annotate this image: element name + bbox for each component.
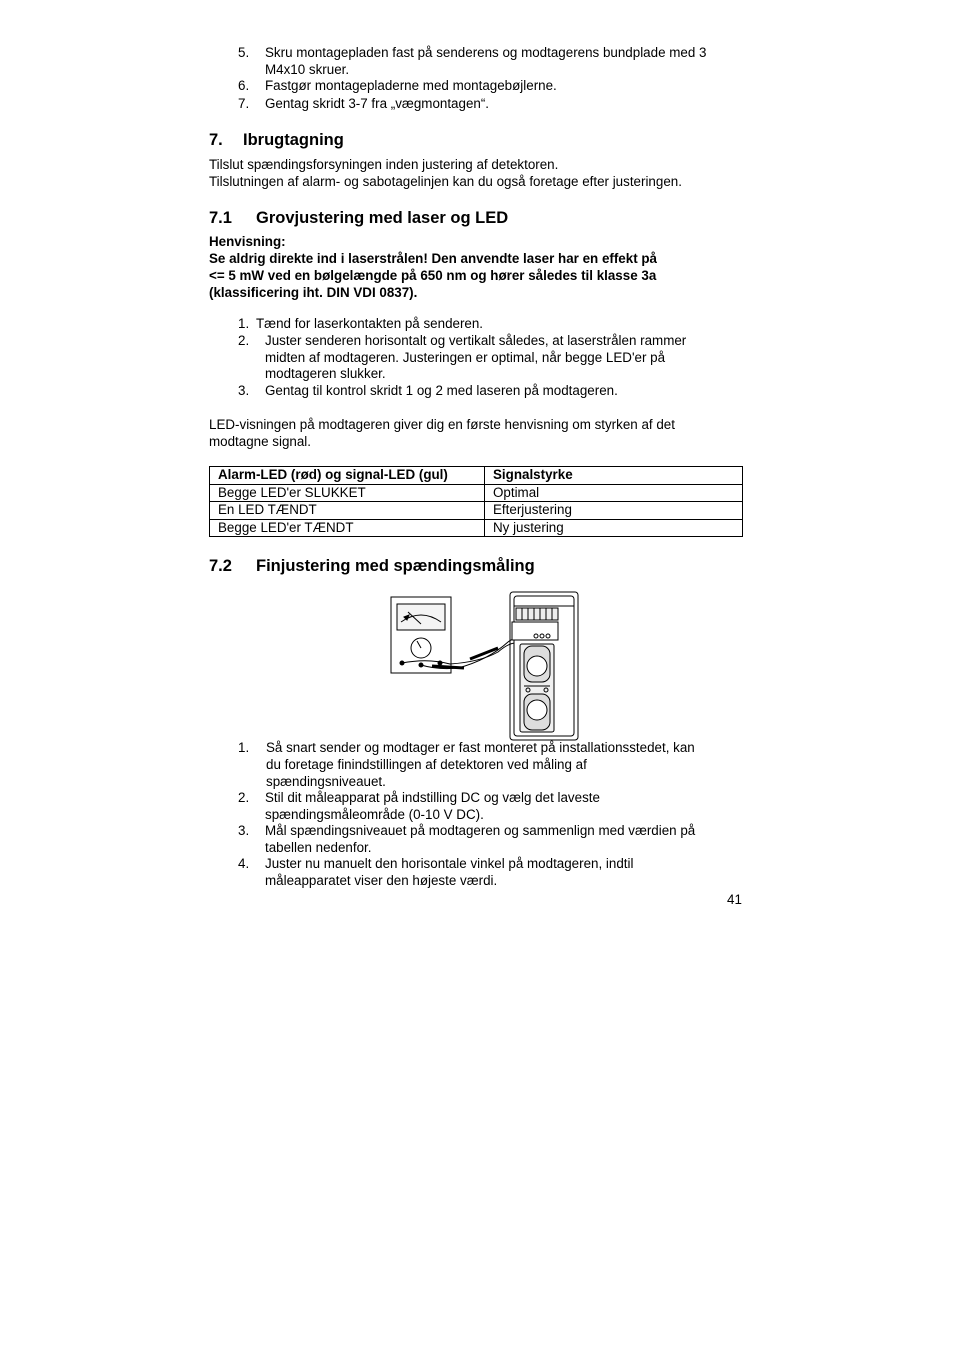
list-number: 2. [238, 333, 250, 348]
paragraph-line: Tilslut spændingsforsyningen inden justering af detektoren. [209, 157, 559, 172]
table-header: Alarm-LED (rød) og signal-LED (gul) [210, 467, 485, 485]
list-number: 5. [238, 45, 250, 60]
table-cell: En LED TÆNDT [210, 502, 485, 520]
list-text: Juster nu manuelt den horisontale vinkel på modtageren, indtil [265, 856, 634, 871]
table-row [210, 484, 743, 502]
warning-line: (klassificering iht. DIN VDI 0837). [209, 285, 418, 300]
receiver-unit-icon [510, 592, 578, 740]
list-text: Tænd for laserkontakten på senderen. [256, 316, 484, 331]
table-cell: Begge LED'er SLUKKET [210, 484, 485, 502]
list-text: tabellen nedenfor. [265, 840, 372, 855]
section-title: Ibrugtagning [243, 131, 344, 149]
list-text: spændingsniveauet. [266, 774, 386, 789]
multimeter-icon [391, 597, 451, 673]
list-text: Juster senderen horisontalt og vertikalt således, at laserstrålen rammer [265, 333, 687, 348]
list-text: Skru montagepladen fast på senderens og modtagerens bundplade med 3 [265, 45, 707, 60]
page-number: 41 [727, 892, 742, 907]
section-number: 7.2 [209, 557, 232, 575]
list-number: 3. [238, 823, 250, 838]
list-text: modtageren slukker. [265, 366, 386, 381]
list-text: M4x10 skruer. [265, 62, 350, 77]
paragraph-line: LED-visningen på modtageren giver dig en første henvisning om styrken af det [209, 417, 675, 432]
led-signal-table [209, 466, 743, 537]
list-text: måleapparatet viser den højeste værdi. [265, 873, 498, 888]
section-number: 7. [209, 131, 223, 149]
table-cell: Ny justering [485, 519, 743, 537]
list-number: 7. [238, 96, 250, 111]
table-header-row [210, 467, 743, 485]
list-number: 1. [238, 316, 250, 331]
list-text: Gentag skridt 3-7 fra „vægmontagen“. [265, 96, 490, 111]
list-text: midten af modtageren. Justeringen er optimal, når begge LED'er på [265, 350, 666, 365]
list-number: 2. [238, 790, 250, 805]
paragraph-line: modtagne signal. [209, 434, 311, 449]
list-text: Så snart sender og modtager er fast monteret på installationsstedet, kan [266, 740, 695, 755]
note-label: Henvisning: [209, 234, 286, 249]
warning-line: <= 5 mW ved en bølgelængde på 650 nm og hører således til klasse 3a [209, 268, 657, 283]
table-cell: Begge LED'er TÆNDT [210, 519, 485, 537]
table-header: Signalstyrke [485, 467, 743, 485]
list-text: Fastgør montagepladerne med montagebøjlerne. [265, 78, 557, 93]
table-cell: Efterjustering [485, 502, 743, 520]
list-text: Stil dit måleapparat på indstilling DC og vælg det laveste [265, 790, 600, 805]
section-number: 7.1 [209, 209, 232, 227]
section-title: Grovjustering med laser og LED [256, 209, 509, 227]
voltage-measurement-illustration [388, 588, 584, 744]
list-text: du foretage finindstillingen af detektoren ved måling af [266, 757, 587, 772]
list-number: 4. [238, 856, 250, 871]
list-number: 6. [238, 78, 250, 93]
list-number: 1. [238, 740, 250, 755]
list-text: Gentag til kontrol skridt 1 og 2 med laseren på modtageren. [265, 383, 618, 398]
warning-line: Se aldrig direkte ind i laserstrålen! Den anvendte laser har en effekt på [209, 251, 658, 266]
table-cell: Optimal [485, 484, 743, 502]
section-title: Finjustering med spændingsmåling [256, 557, 535, 575]
table-row [210, 519, 743, 537]
paragraph-line: Tilslutningen af alarm- og sabotagelinjen kan du også foretage efter justeringen. [209, 174, 682, 189]
table-row [210, 502, 743, 520]
list-number: 3. [238, 383, 250, 398]
list-text: Mål spændingsniveauet på modtageren og sammenlign med værdien på [265, 823, 696, 838]
list-text: spændingsmåleområde (0-10 V DC). [265, 807, 484, 822]
